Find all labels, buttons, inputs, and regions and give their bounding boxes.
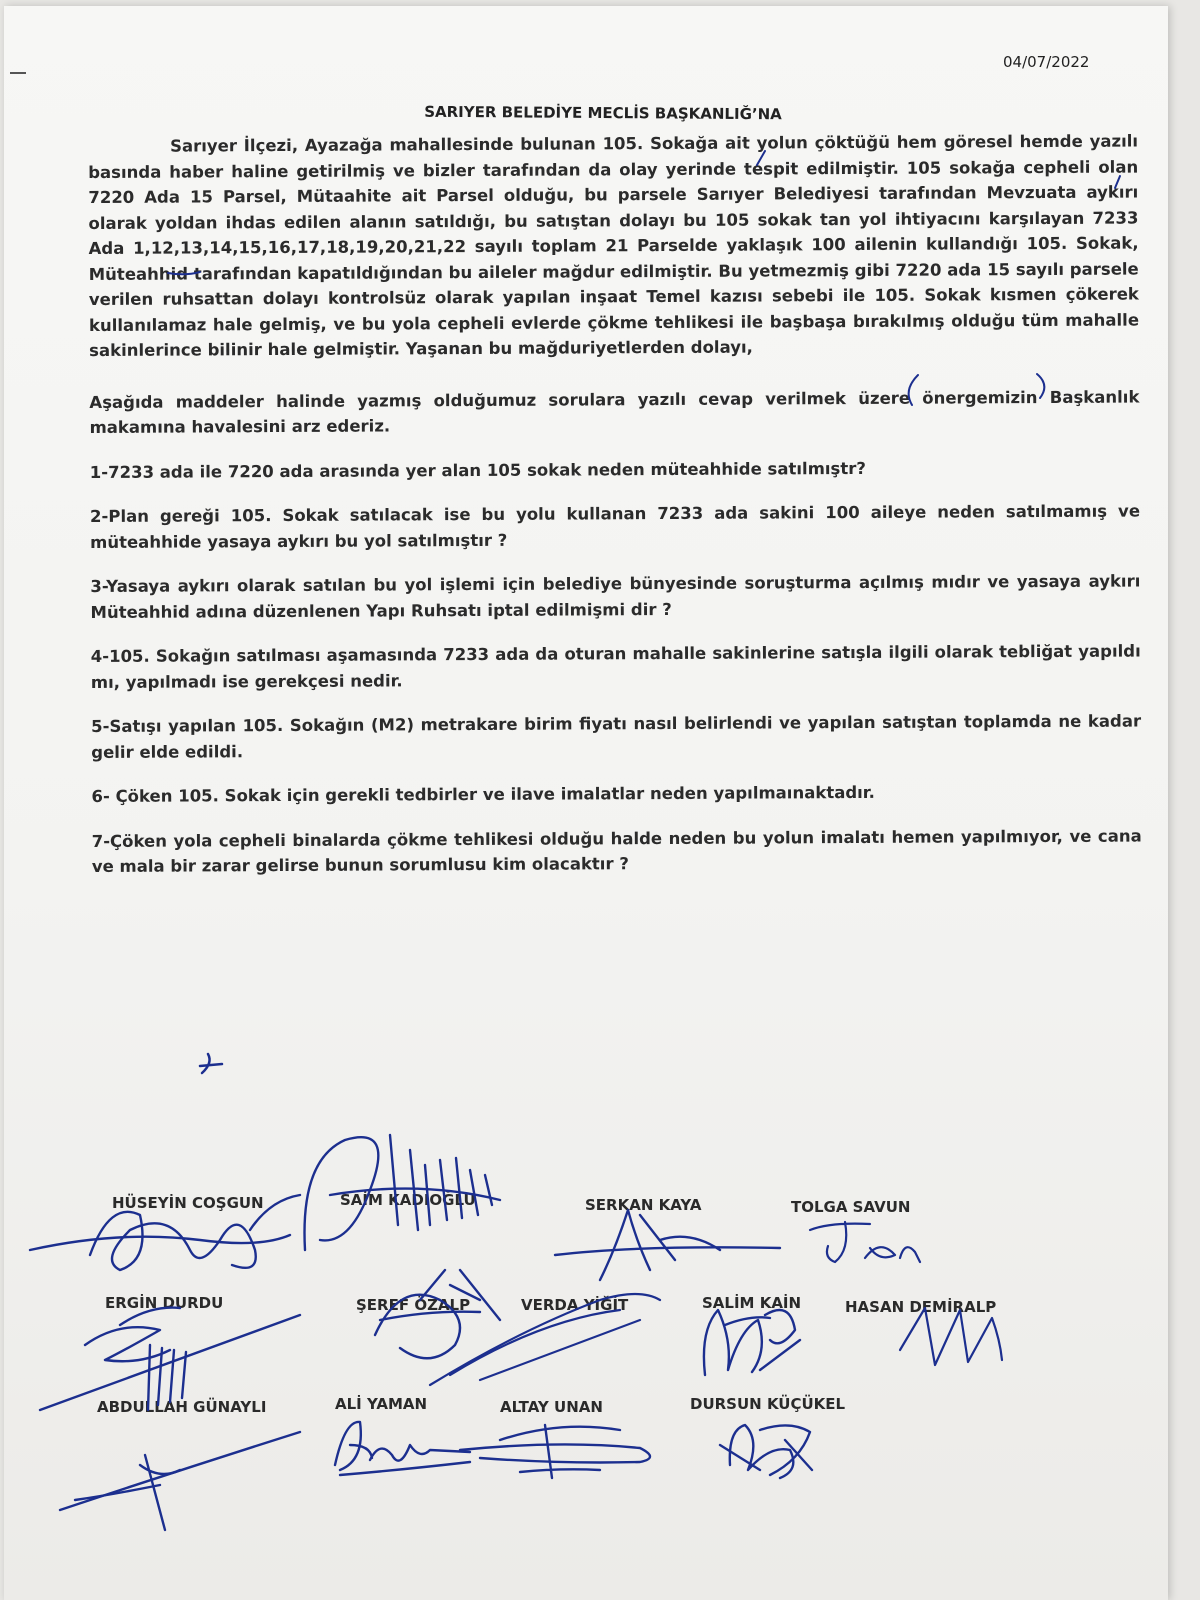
document-date: 04/07/2022 xyxy=(1003,53,1090,71)
signatory-name: SAİM KADIOĞLU xyxy=(340,1191,476,1209)
signatory-name: TOLGA SAVUN xyxy=(791,1198,911,1216)
edge-mark xyxy=(10,72,26,74)
question-2: 2-Plan gereği 105. Sokak satılacak ise bu yolu kullanan 7233 ada sakini 100 aileye neden satılmamış ve müteahhide yasaya aykırı bu yol satılmıştır ? xyxy=(89,501,1141,552)
signatory-name: DURSUN KÜÇÜKEL xyxy=(690,1395,846,1413)
signatory-name: HÜSEYİN COŞGUN xyxy=(112,1194,264,1212)
question-4: 4-105. Sokağın satılması aşamasında 7233 ada da oturan mahalle sakinlerine satışla ilgili olarak tebliğat yapıldı mı, yapılmadı ise gerekçesi nedir. xyxy=(90,641,1141,692)
question-3: 3-Yasaya aykırı olarak satılan bu yol işlemi için belediye bünyesinde soruşturma açılmış mıdır ve yasaya aykırı Müteahhid adına düzenlenen Yapı Ruhsatı iptal edilmişmi dir ? xyxy=(90,571,1141,622)
signatory-name: SALİM KAİN xyxy=(702,1294,802,1312)
signatory-name: ŞEREF ÖZALP xyxy=(356,1296,471,1314)
question-6: 6- Çöken 105. Sokak için gerekli tedbirler ve ilave imalatlar neden yapılmaınaktadır. xyxy=(91,782,875,806)
signatory-name: ALTAY UNAN xyxy=(500,1398,603,1416)
signatory-name: SERKAN KAYA xyxy=(585,1196,702,1214)
question-5: 5-Satışı yapılan 105. Sokağın (M2) metrakare birim fiyatı nasıl belirlendi ve yapılan satıştan toplamda ne kadar gelir elde edildi. xyxy=(91,711,1142,762)
signatory-name: HASAN DEMİRALP xyxy=(845,1298,997,1316)
document-body xyxy=(88,129,1142,880)
signatory-name: ABDULLAH GÜNAYLI xyxy=(97,1398,267,1416)
signatory-name: VERDA YİĞİT xyxy=(521,1296,629,1314)
question-1: 1-7233 ada ile 7220 ada arasında yer alan 105 sokak neden müteahhide satılmıştr? xyxy=(89,458,866,482)
document-title: SARIYER BELEDİYE MECLİS BAŞKANLIĞ’NA xyxy=(424,102,782,124)
signatory-name: ALİ YAMAN xyxy=(335,1395,428,1413)
question-7: 7-Çöken yola cepheli binalarda çökme tehlikesi olduğu halde neden bu yolun imalatı hemen yapılmıyor, ve cana ve mala bir zarar gelirse bunun sorumlusu kim olacaktır ? xyxy=(91,825,1142,876)
signatory-name: ERGİN DURDU xyxy=(105,1294,224,1312)
request-paragraph: Aşağıda maddeler halinde yazmış olduğumuz sorulara yazılı cevap verilmek üzere önergemizin Başkanlık makamına havalesini arz ederiz. xyxy=(89,386,1140,437)
intro-paragraph: Sarıyer İlçezi, Ayazağa mahallesinde bulunan 105. Sokağa ait yolun çöktüğü hem göresel hemde yazılı basında haber haline getirilmiş ve bizler tarafından da olay yerinde tespit edilmiştir. 105 sokağa cepheli olan 7220 Ada 15 Parsel, Mütaahite ait Parsel olduğu, bu parsele Sarıyer Belediyesi tarafından Mevzuata aykırı olarak yoldan ihdas edilen alanın satıldığı, bu satıştan dolayı bu 105 sokak tan yol ihtiyacını karşılayan 7233 Ada 1,12,13,14,15,16,17,18,19,20,21,22 sayılı toplam 21 Parselde yaklaşık 100 ailenin kullandığı 105. Sokak, Müteahhid tarafından kapatıldığından bu aileler mağdur edilmiştir. Bu yetmezmiş gibi 7220 ada 15 sayılı parsele verilen ruhsattan dolayı kontrolsüz olarak yapılan inşaat Temel kazısı sebebi ile 105. Sokak kısmen çökerek kullanılamaz hale gelmiş, ve bu yola cepheli evlerde çökme tehlikesi ile başbaşa bırakılmış olduğu tüm mahalle sakinlerince bilinir hale gelmiştir. Yaşanan bu mağduriyetlerden dolayı, xyxy=(88,131,1140,360)
